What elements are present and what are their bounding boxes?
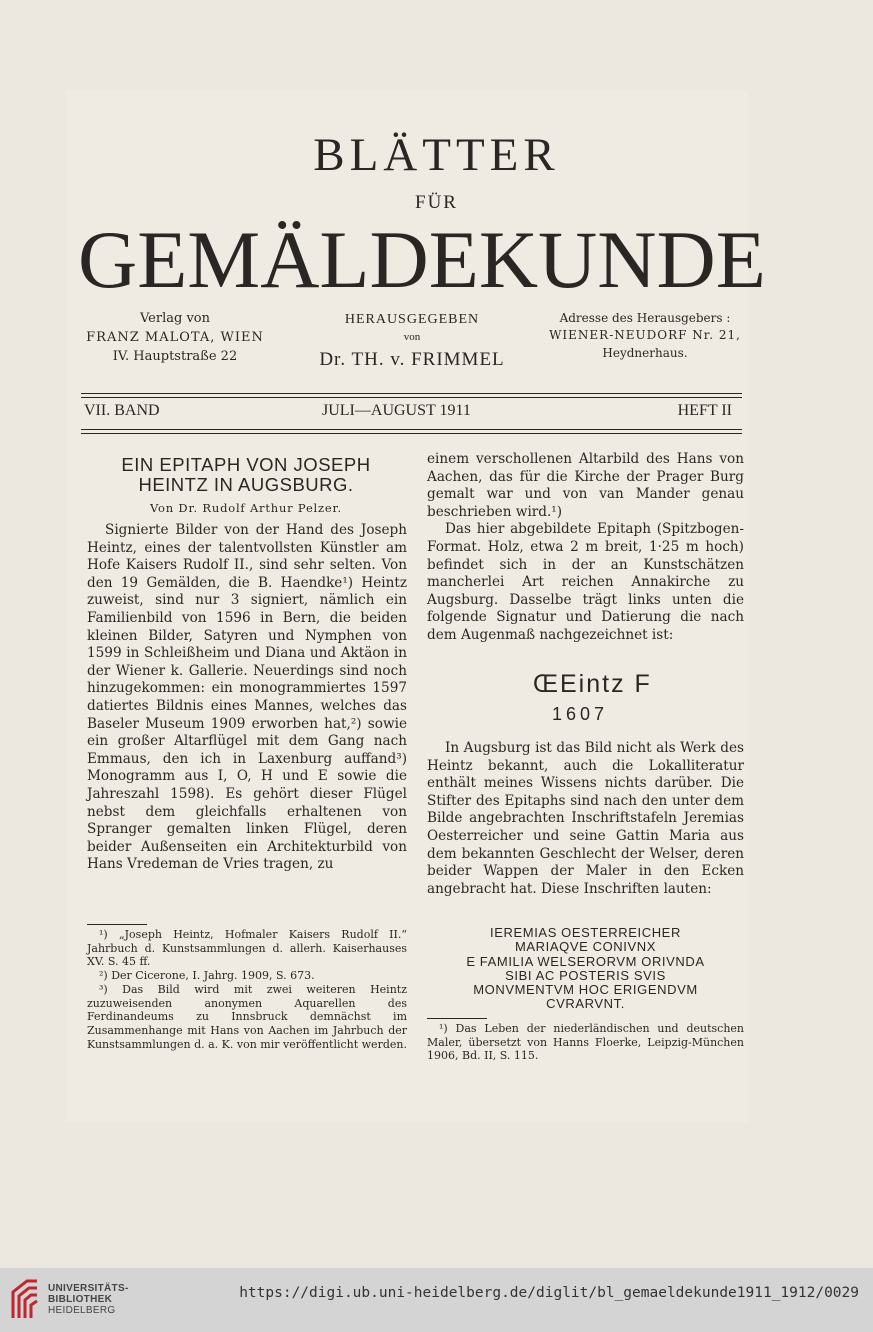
article-title [84, 455, 408, 496]
footnote-rule-left [87, 924, 147, 925]
library-name-line1: UNIVERSITÄTS- [48, 1283, 129, 1294]
publisher-line3: IV. Hauptstraße 22 [112, 348, 238, 364]
page-url[interactable]: https://digi.ub.uni-heidelberg.de/diglit/bl_gemaeldekunde1911_1912/0029 [239, 1285, 859, 1301]
footnote-right [427, 1022, 744, 1063]
article-title-line1: EIN EPITAPH VON JOSEPH [121, 454, 371, 475]
publisher-block [70, 310, 280, 367]
editor-name-line [292, 346, 532, 374]
editor-line2: von [403, 331, 421, 344]
right-column-text-bottom [427, 740, 744, 898]
right-paragraph-2: Das hier abgebildete Epitaph (Spitzbogen-Format. Holz, etwa 2 m breit, 1·25 m hoch) befindet sich in der an Kunstschätzen mancherlei Art reichen Annakirche zu Augsburg. Dasselbe trägt links unten die folgende Signatur und Datierung die nach dem Augenmaß nachgezeichnet ist: [427, 521, 744, 643]
footnote-left-1: ¹) „Joseph Heintz, Hofmaler Kaisers Rudolf II.“ Jahrbuch d. Kunstsammlungen d. allerh. Kaiserhauses XV. S. 45 ff. [87, 928, 407, 969]
rule-top-2 [81, 397, 742, 398]
footnote-left-2: ²) Der Cicerone, I. Jahrg. 1909, S. 673. [99, 969, 315, 983]
footnote-rule-right [427, 1018, 487, 1019]
address-line1: Adresse des Herausgebers : [559, 311, 731, 325]
issue-date: JULI—AUGUST 1911 [322, 402, 471, 419]
rule-top-1 [81, 393, 742, 394]
editor-prefix: Dr. [319, 349, 347, 371]
left-paragraph: Signierte Bilder von der Hand des Joseph Heintz, eines der talentvollsten Künstler am Hofe Kaisers Rudolf II., sind sehr selten. Von den 19 Gemälden, die B. Haendke¹) Heintz zuweist, sind nur 3 signiert, nämlich ein Familienbild von 1596 in Bern, die beiden kleinen Bilder, Satyren und Nymphen von 1599 in Schleißheim und Diana und Aktäon in der Wiener k. Gallerie. Neuerdings sind noch hinzugekommen: ein monogrammiertes 1597 datiertes Bildnis eines Mannes, welches das Baseler Museum 1909 erworben hat,²) sowie ein großer Altarflügel mit dem Gang nach Emmaus, den ich in Laxenburg auffand³) Monogramm aus I, O, H und E sowie die Jahreszahl 1598). Es gehört dieser Flügel nebst dem gleichfalls erhaltenen von Spranger gemalten linken Flügel, deren beider Außenseiten ein Architekturbild von Hans Vredeman de Vries tragen, zu [87, 522, 407, 873]
signature-line1: ŒEintz F [533, 670, 652, 698]
address-line3: Heydnerhaus. [602, 345, 688, 360]
publisher-line1: Verlag von [139, 311, 210, 326]
issue-volume: VII. BAND [84, 402, 160, 419]
rule-bottom-2 [81, 433, 742, 434]
library-name-line2: BIBLIOTHEK [48, 1294, 113, 1305]
left-column-text [87, 522, 407, 874]
right-paragraph-1: einem verschollenen Altarbild des Hans von Aachen, das für die Kirche der Prager Burg gemalt war und von van Mander genau beschrieben wird.¹) [427, 451, 744, 520]
masthead-title-main: GEMÄLDEKUNDE [78, 214, 766, 305]
article-title-line2: HEINTZ IN AUGSBURG. [138, 474, 354, 496]
footnote-right-1: ¹) Das Leben der niederländischen und deutschen Maler, übersetzt von Hanns Floerke, Leipzig-München 1906, Bd. II, S. 115. [427, 1022, 744, 1063]
inscription-line: E FAMILIA WELSERORVM ORIVNDA [466, 953, 705, 969]
right-paragraph-3: In Augsburg ist das Bild nicht als Werk des Heintz bekannt, auch die Lokalliteratur enthält meines Wissens nichts darüber. Die Stifter des Epitaphs sind nach den unter dem Bilde angebrachten Inschriftstafeln Jeremias Oesterreicher und seine Gattin Maria aus dem bekannten Geschlecht der Welser, deren beider Wappen der Maler in den Ecken angebracht hat. Diese Inschriften lauten: [427, 740, 744, 897]
inscription [427, 926, 744, 1012]
address-line2: WIENER-NEUDORF Nr. 21, [549, 328, 741, 343]
inscription-line: MONVMENTVM HOC ERIGENDVM [473, 982, 698, 998]
editor-block [292, 310, 532, 374]
footnote-left-3: ³) Das Bild wird mit zwei weiteren Heintz zuzuweisenden anonymen Aquarellen des Ferdinandeums zu Innsbruck demnächst im Zusammenhange mit Hans von Aachen im Jahrbuch der Kunstsammlungen d. a. K. von mir veröffentlicht werden. [87, 982, 407, 1051]
library-logo-icon[interactable] [10, 1278, 40, 1320]
article-byline: Von Dr. Rudolf Arthur Pelzer. [150, 501, 342, 515]
publisher-line2: FRANZ MALOTA, WIEN [86, 329, 264, 345]
inscription-line: IEREMIAS OESTERREICHER [490, 925, 681, 940]
inscription-line: CVRARVNT. [546, 996, 625, 1012]
editor-line1: HERAUSGEGEBEN [344, 312, 480, 327]
inscription-line: MARIAQVE CONIVNX [514, 939, 657, 955]
library-name[interactable] [48, 1283, 129, 1316]
rule-bottom-1 [81, 429, 742, 430]
editor-name: TH. v. FRIMMEL [351, 349, 505, 371]
masthead-title-top: BLÄTTER [313, 129, 560, 181]
masthead-title-mid: FÜR [415, 192, 458, 213]
signature-line2: 1607 [552, 704, 609, 724]
right-column-text-top [427, 451, 744, 645]
viewer-footer [0, 1268, 873, 1332]
issue-number: HEFT II [677, 402, 732, 419]
address-block [540, 310, 750, 362]
inscription-line: SIBI AC POSTERIS SVIS [505, 967, 666, 983]
footnotes-left [87, 928, 407, 1051]
library-name-line3: HEIDELBERG [48, 1305, 116, 1316]
signature-facsimile [427, 670, 744, 730]
